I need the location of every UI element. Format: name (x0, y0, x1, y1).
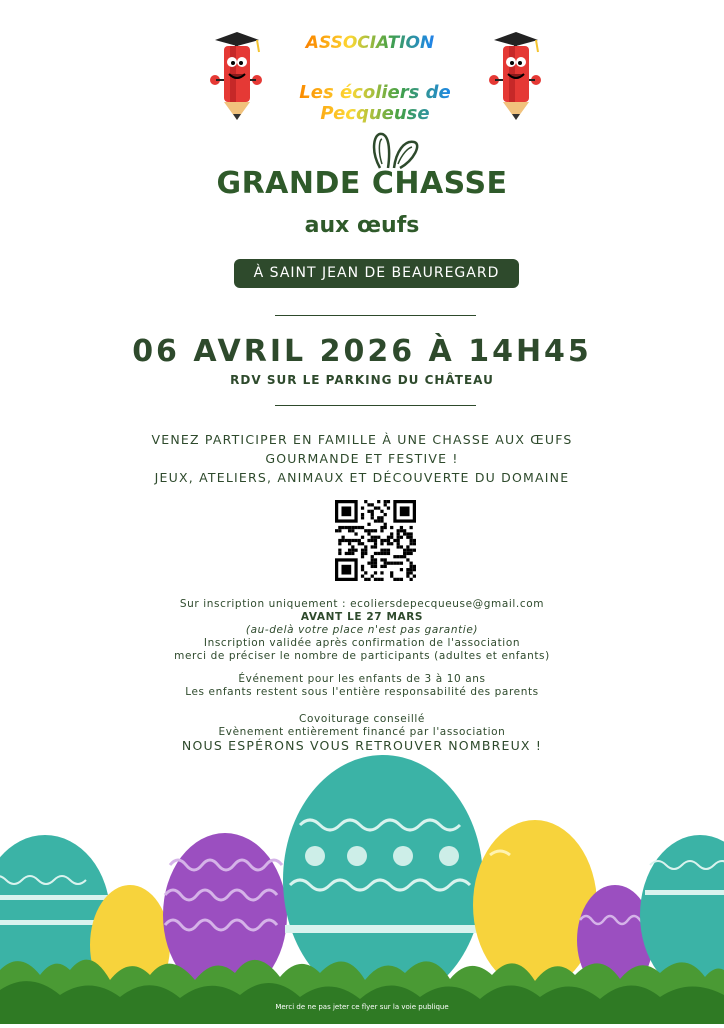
footer-note: Merci de ne pas jeter ce flyer sur la voie publique (275, 1003, 449, 1011)
event-date: 06 AVRIL 2026 À 14H45 (132, 334, 592, 369)
registration-block (0, 598, 724, 663)
location-badge: À SAINT JEAN DE BEAUREGARD (234, 259, 519, 288)
divider-bottom (275, 405, 476, 406)
divider-top (275, 315, 476, 316)
event-subtitle: aux œufs (304, 213, 420, 238)
intro-line-2: GOURMANDE ET FESTIVE ! (265, 451, 459, 466)
easter-eggs-illustration (0, 755, 724, 1024)
conditions-line-2: Les enfants restent sous l'entière responsabilité des parents (185, 686, 539, 698)
intro-line-3: JEUX, ATELIERS, ANIMAUX ET DÉCOUVERTE DU DOMAINE (154, 470, 570, 485)
bunny-ears-icon (370, 130, 422, 170)
registration-line-1: Sur inscription uniquement : ecoliersdepecqueuse@gmail.com (179, 598, 545, 610)
extra-line-1: Covoiturage conseillé (299, 713, 425, 725)
registration-line-3: Inscription validée après confirmation de l'association (203, 637, 521, 649)
association-label: ASSOCIATION (270, 33, 470, 53)
association-name: Les écoliers de Pecqueuse (250, 82, 500, 124)
intro-line-1: VENEZ PARTICIPER EN FAMILLE À UNE CHASSE AUX ŒUFS (151, 432, 573, 447)
extra-block (0, 713, 724, 752)
registration-deadline: AVANT LE 27 MARS (300, 611, 424, 623)
conditions-block (0, 673, 724, 699)
registration-note: (au-delà votre place n'est pas garantie) (245, 624, 479, 636)
event-title: GRANDE CHASSE (216, 166, 508, 201)
registration-line-4: merci de préciser le nombre de participants (adultes et enfants) (174, 650, 550, 662)
intro-text (0, 430, 724, 487)
extra-line-2: Evènement entièrement financé par l'association (218, 726, 506, 738)
closing-message: NOUS ESPÉRONS VOUS RETROUVER NOMBREUX ! (181, 738, 543, 753)
conditions-line-1: Événement pour les enfants de 3 à 10 ans (238, 673, 486, 685)
meeting-point: RDV SUR LE PARKING DU CHÂTEAU (230, 373, 494, 387)
qr-code[interactable] (335, 500, 416, 581)
